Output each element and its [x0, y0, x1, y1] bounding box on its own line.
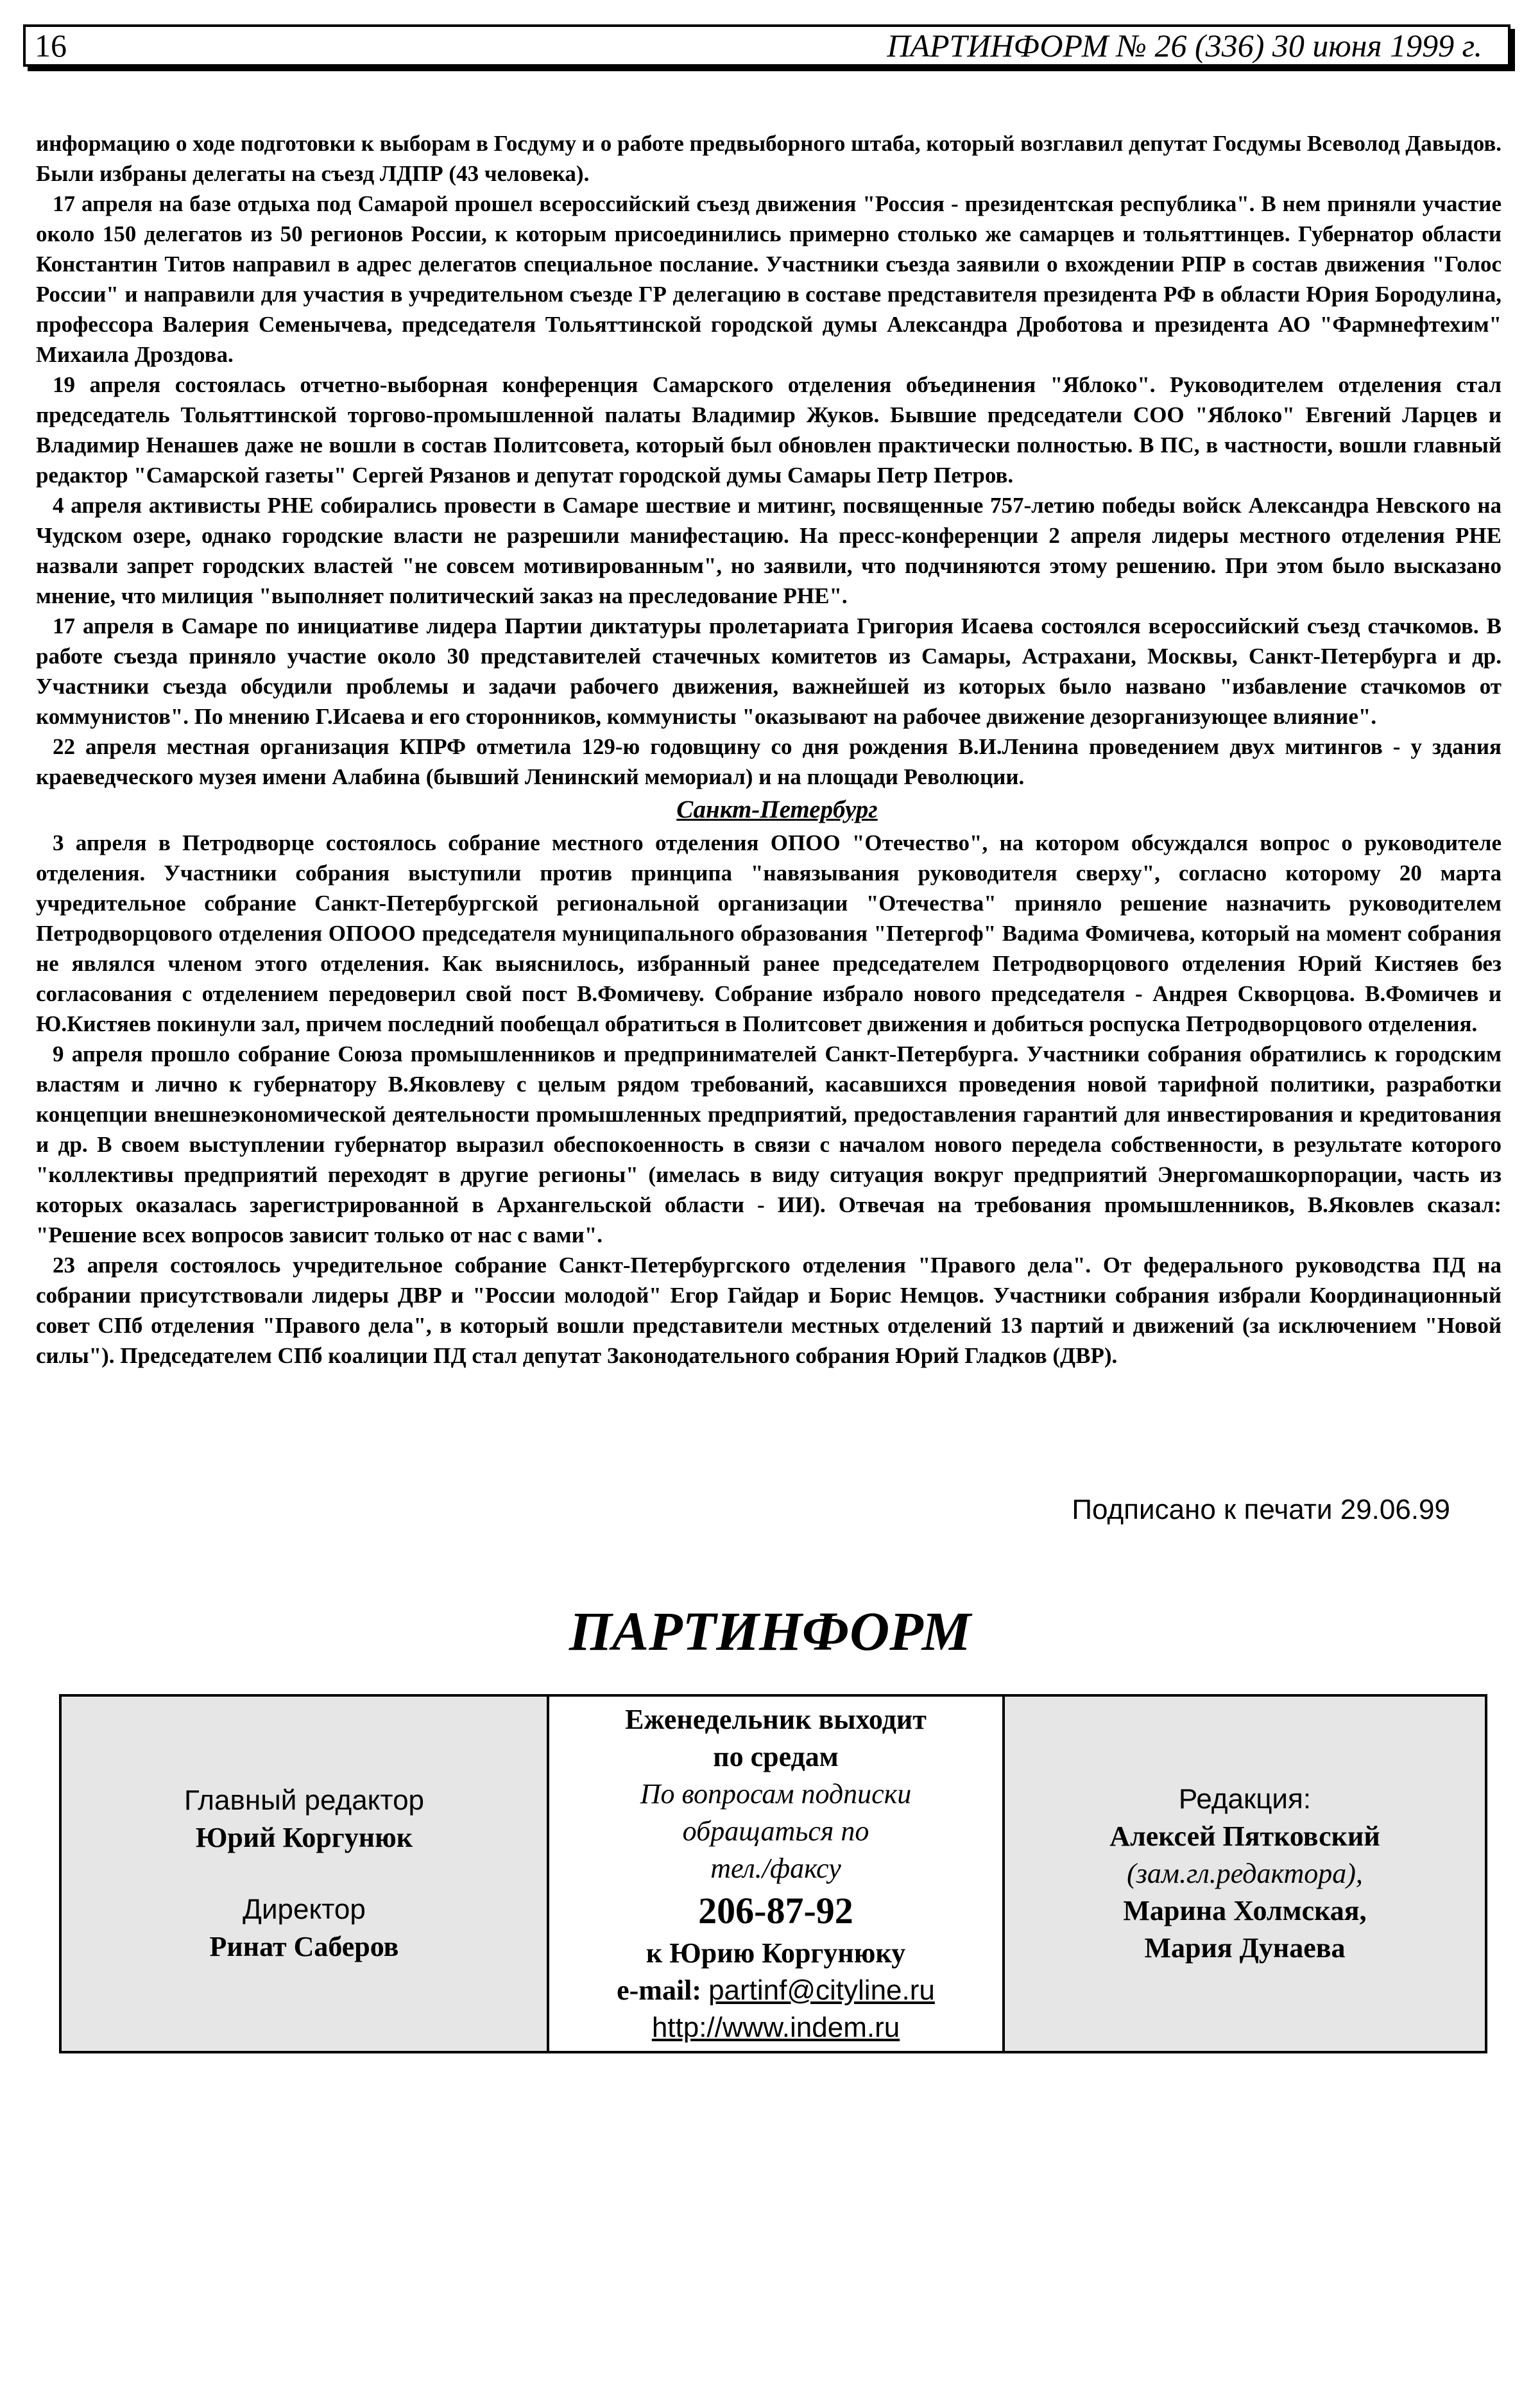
editorial-name-2: Марина Холмская, — [1123, 1895, 1367, 1926]
editor-label: Главный редактор — [184, 1785, 425, 1816]
section-title: Санкт-Петербург — [676, 796, 878, 823]
phone-number: 206-87-92 — [698, 1890, 853, 1932]
paragraph: 17 апреля на базе отдыха под Самарой прошел всероссийский съезд движения "Россия - президентская республика". В нем приняли участие около 150 делегатов из 50 регионов России, к которым присоединились примерно столько же самарцев и тольяттинцев. Губернатор области Константин Титов направил в адрес делегатов специальное послание. Участники съезда заявили о вхождении РПР в состав движения "Голос России" и направили для участия в учредительном съезде ГР делегацию в составе представителя президента РФ в области Юрия Бородулина, профессора Валерия Семенычева, председателя Тольяттинской городской думы Александра Дроботова и президента АО "Фармнефтехим" Михаила Дроздова. — [36, 191, 1502, 367]
imprint-staff — [62, 1697, 549, 2051]
director-label: Директор — [243, 1894, 366, 1925]
imprint-editorial — [1005, 1697, 1485, 2051]
imprint-contacts — [549, 1697, 1005, 2051]
paragraph: 22 апреля местная организация КПРФ отметила 129-ю годовщину со дня рождения В.И.Ленина проведением двух митингов - у здания краеведческого музея имени Алабина (бывший Ленинский мемориал) и на площади Революции. — [36, 734, 1502, 789]
subscription-line3: тел./факсу — [710, 1853, 841, 1884]
page-header — [23, 24, 1510, 67]
director-name: Ринат Саберов — [209, 1931, 399, 1962]
page-number: 16 — [35, 28, 67, 64]
paragraph: 23 апреля состоялось учредительное собрание Санкт-Петербургского отделения "Правого дела". От федерального руководства ПД на собрании присутствовали лидеры ДВР и "России молодой" Егор Гайдар и Борис Немцов. Участники собрания избрали Координационный совет СПб отделения "Правого дела", в который вошли представители местных отделений 13 партий и движений (за исключением "Новой силы"). Председателем СПб коалиции ПД стал депутат Законодательного собрания Юрий Гладков (ДВР). — [36, 1253, 1502, 1368]
email-link[interactable]: partinf@cityline.ru — [708, 1975, 935, 2006]
email-row — [617, 1972, 935, 2009]
schedule-line2: по средам — [713, 1741, 839, 1772]
website-link[interactable]: http://www.indem.ru — [651, 2012, 900, 2043]
email-label: e-mail: — [617, 1975, 702, 2006]
editor-name: Юрий Коргунюк — [195, 1822, 413, 1853]
article-body — [36, 128, 1502, 1371]
editorial-role-1: (зам.гл.редактора), — [1127, 1858, 1363, 1889]
imprint-box — [59, 1694, 1487, 2053]
paragraph: 4 апреля активисты РНЕ собирались провести в Самаре шествие и митинг, посвященные 757-летию победы войск Александра Невского на Чудском озере, однако городские власти не разрешили манифестацию. На пресс-конференции 2 апреля лидеры местного отделения РНЕ назвали запрет городских властей "не совсем мотивированным", но заявили, что подчиняются этому решению. При этом было высказано мнение, что милиция "выполняет политический заказ на преследование РНЕ". — [36, 493, 1502, 608]
brand-title: ПАРТИНФОРМ — [569, 1600, 971, 1662]
paragraph: 9 апреля прошло собрание Союза промышленников и предпринимателей Санкт-Петербурга. Участники собрания обратились к городским властям и лично к губернатору В.Яковлеву с целым рядом требований, касавшихся проведения новой тарифной политики, разработки концепции внешнеэкономической деятельности промышленных предприятий, предоставления гарантий для инвестирования и кредитования и др. В своем выступлении губернатор выразил обеспокоенность в связи с началом нового передела собственности, в результате которого "коллективы предприятий переходят в другие регионы" (имелась в виду ситуация вокруг предприятий Энергомашкорпорации, часть из которых оказалась зарегистрированной в Архангельской области - ИИ). Отвечая на требования промышленников, В.Яковлев сказал: "Решение всех вопросов зависит только от нас с вами". — [36, 1041, 1502, 1247]
editorial-name-3: Мария Дунаева — [1144, 1932, 1346, 1964]
paragraph: 17 апреля в Самаре по инициативе лидера Партии диктатуры пролетариата Григория Исаева состоялся всероссийский съезд стачкомов. В работе съезда приняло участие около 30 представителей стачечных комитетов из Самары, Астрахани, Москвы, Санкт-Петербурга и др. Участники съезда обсудили проблемы и задачи рабочего движения, важнейшей из которых было названо "избавление стачкомов от коммунистов". По мнению Г.Исаева и его сторонников, коммунисты "оказывают на рабочее движение дезорганизующее влияние". — [36, 613, 1502, 729]
editorial-name-1: Алексей Пятковский — [1109, 1821, 1380, 1852]
paragraph: 19 апреля состоялась отчетно-выборная конференция Самарского отделения объединения "Яблоко". Руководителем отделения стал председатель Тольяттинской торгово-промышленной палаты Владимир Жуков. Бывшие председатели СОО "Яблоко" Евгений Ларцев и Владимир Ненашев даже не вошли в состав Политсовета, который был обновлен практически полностью. В ПС, в частности, вошли главный редактор "Самарской газеты" Сергей Рязанов и депутат городской думы Самары Петр Петров. — [36, 372, 1502, 488]
paragraph: информацию о ходе подготовки к выборам в Госдуму и о работе предвыборного штаба, который возглавил депутат Госдумы Всеволод Давыдов. Были избраны делегаты на съезд ЛДПР (43 человека). — [36, 131, 1502, 186]
subscription-line1: По вопросам подписки — [640, 1778, 912, 1810]
contact-person: к Юрию Коргунюку — [646, 1937, 906, 1969]
signed-to-print: Подписано к печати 29.06.99 — [1072, 1494, 1450, 1525]
schedule-line1: Еженедельник выходит — [625, 1704, 927, 1735]
paragraph: 3 апреля в Петродворце состоялось собрание местного отделения ОПОО "Отечество", на котором обсуждался вопрос о руководителе отделения. Участники собрания выступили против принципа "навязывания руководителя сверху", согласно которому 20 марта учредительное собрание Санкт-Петербургской региональной организации "Отечества" приняло решение назначить руководителем Петродворцового отделения ОПООО председателя муниципального образования "Петергоф" Вадима Фомичева, который на момент собрания не являлся членом этого отделения. Как выяснилось, избранный ранее председателем Петродворцового отделения Юрий Кистяев без согласования с отделением передоверил свой пост В.Фомичеву. Собрание избрало нового председателя - Андрея Скворцова. В.Фомичев и Ю.Кистяев покинули зал, причем последний пообещал обратиться в Политсовет движения и добиться роспуска Петродворцового отделения. — [36, 830, 1502, 1036]
masthead: ПАРТИНФОРМ № 26 (336) 30 июня 1999 г. — [887, 28, 1482, 64]
editorial-label: Редакция: — [1178, 1783, 1312, 1815]
subscription-line2: обращаться по — [682, 1815, 869, 1847]
